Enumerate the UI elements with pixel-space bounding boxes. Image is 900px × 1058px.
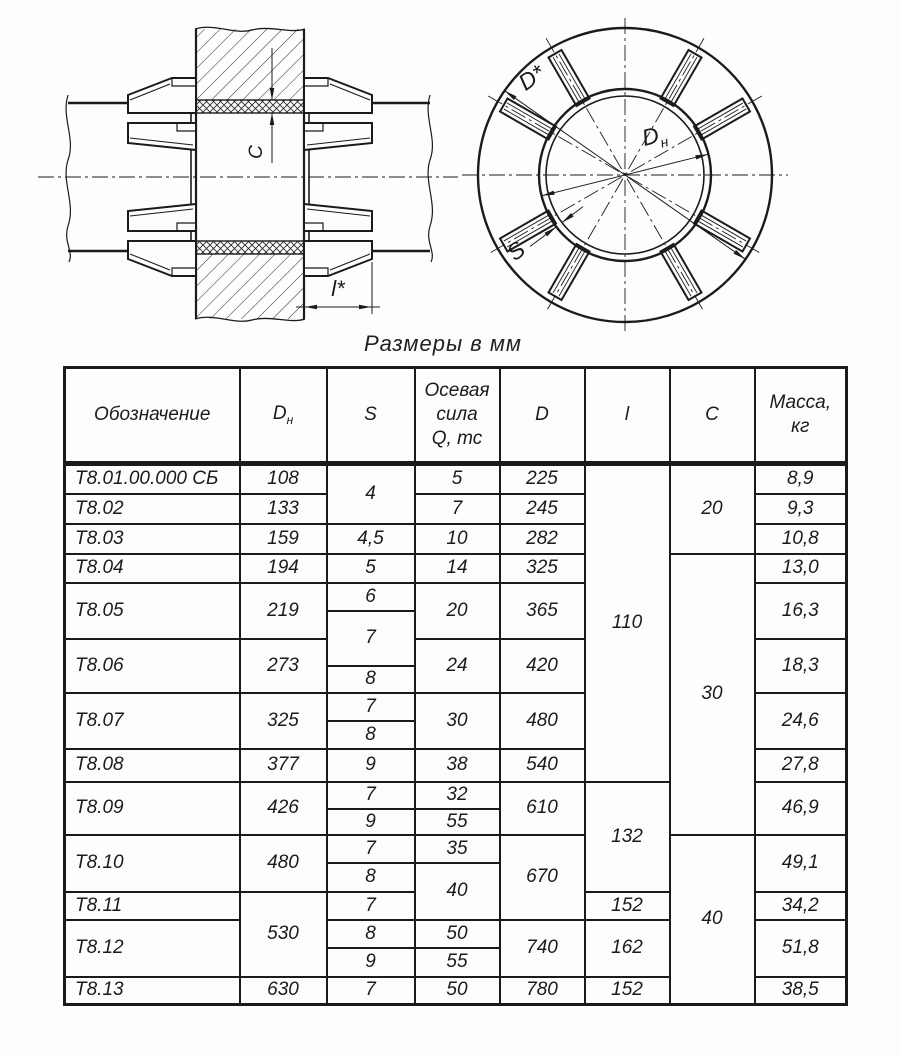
- table-cell: 7: [327, 693, 415, 721]
- wall-hatch-upper: [196, 29, 304, 100]
- table-cell: 49,1: [755, 835, 847, 892]
- table-cell: 4,5: [327, 524, 415, 554]
- left-view: [38, 27, 458, 321]
- table-cell: 9: [327, 809, 415, 835]
- table-cell: 610: [500, 782, 585, 835]
- table-cell: 5: [327, 554, 415, 583]
- table-cell: 377: [240, 749, 327, 782]
- table-cell: 108: [240, 464, 327, 494]
- table-cell: 50: [415, 920, 500, 948]
- rib-mid-lower-right: [304, 204, 372, 231]
- table-cell: 159: [240, 524, 327, 554]
- table-cell: 10: [415, 524, 500, 554]
- table-cell: 426: [240, 782, 327, 835]
- table-cell: 46,9: [755, 782, 847, 835]
- table-cell: 4: [327, 464, 415, 524]
- table-cell: 530: [240, 892, 327, 977]
- col-header-c: С: [670, 368, 755, 464]
- table-cell: 670: [500, 835, 585, 920]
- table-cell: 6: [327, 583, 415, 611]
- table-cell: 55: [415, 948, 500, 977]
- col-header-axial-force: Осевая сила Q, тс: [415, 368, 500, 464]
- table-cell: 162: [585, 920, 670, 977]
- dimensions-table: [63, 366, 848, 1006]
- table-cell: 740: [500, 920, 585, 977]
- table-cell: 630: [240, 977, 327, 1005]
- table-cell: 27,8: [755, 749, 847, 782]
- table-cell: 7: [327, 782, 415, 809]
- table-cell: 7: [327, 611, 415, 666]
- col-header-designation: Обозначение: [65, 368, 240, 464]
- table-cell: 50: [415, 977, 500, 1005]
- technical-drawing: [0, 0, 900, 340]
- table-cell: 9: [327, 948, 415, 977]
- table-cell: 18,3: [755, 639, 847, 693]
- table-cell: 194: [240, 554, 327, 583]
- label-s: S: [501, 235, 531, 266]
- table-cell: 10,8: [755, 524, 847, 554]
- rib-gusset-top-left: [128, 78, 196, 113]
- right-view: [462, 18, 788, 332]
- table-cell: 38,5: [755, 977, 847, 1005]
- table-cell: 30: [670, 554, 755, 835]
- table-cell: 152: [585, 977, 670, 1005]
- table-cell: Т8.03: [65, 524, 240, 554]
- table-cell: 13,0: [755, 554, 847, 583]
- table-cell: 30: [415, 693, 500, 749]
- table-cell: 24: [415, 639, 500, 693]
- table-cell: 245: [500, 494, 585, 524]
- col-header-d: D: [500, 368, 585, 464]
- table-cell: Т8.07: [65, 693, 240, 749]
- table-title: Размеры в мм: [363, 331, 523, 356]
- table-cell: 14: [415, 554, 500, 583]
- pipe-break-right: [428, 95, 432, 262]
- table-cell: 7: [327, 977, 415, 1005]
- table-cell: 7: [327, 892, 415, 920]
- table-cell: 325: [240, 693, 327, 749]
- table-cell: Т8.06: [65, 639, 240, 693]
- wall-hatch-lower: [196, 254, 304, 319]
- table-cell: 219: [240, 583, 327, 639]
- table-cell: 8: [327, 863, 415, 892]
- table-cell: 51,8: [755, 920, 847, 977]
- rib-mid-lower-left: [128, 204, 196, 231]
- table-cell: 420: [500, 639, 585, 693]
- table-cell: 16,3: [755, 583, 847, 639]
- table-cell: 32: [415, 782, 500, 809]
- table-cell: Т8.12: [65, 920, 240, 977]
- table-cell: 35: [415, 835, 500, 863]
- table-cell: 34,2: [755, 892, 847, 920]
- rib-mid-upper-right: [304, 123, 372, 150]
- table-cell: 9,3: [755, 494, 847, 524]
- table-cell: 5: [415, 464, 500, 494]
- rib-gusset-bottom-right: [304, 241, 372, 276]
- table-cell: 40: [415, 863, 500, 920]
- table-cell: Т8.11: [65, 892, 240, 920]
- table-cell: 20: [415, 583, 500, 639]
- spec-table-body: [65, 464, 847, 1005]
- table-cell: 540: [500, 749, 585, 782]
- table-cell: 780: [500, 977, 585, 1005]
- dimension-s: [502, 207, 583, 266]
- table-cell: 365: [500, 583, 585, 639]
- table-cell: 7: [327, 835, 415, 863]
- col-header-l: l: [585, 368, 670, 464]
- table-cell: 24,6: [755, 693, 847, 749]
- table-cell: 7: [415, 494, 500, 524]
- table-cell: 480: [240, 835, 327, 892]
- table-cell: 8,9: [755, 464, 847, 494]
- table-cell: 225: [500, 464, 585, 494]
- table-row: [65, 464, 847, 494]
- col-header-s: S: [327, 368, 415, 464]
- col-header-dn: $D_н$: [240, 368, 327, 464]
- table-cell: 38: [415, 749, 500, 782]
- label-d-star: D*: [513, 59, 550, 96]
- rib-mid-upper-left: [128, 123, 196, 150]
- col-header-mass: Масса, кг: [755, 368, 847, 464]
- table-cell: 8: [327, 666, 415, 693]
- table-cell: Т8.09: [65, 782, 240, 835]
- table-cell: 55: [415, 809, 500, 835]
- table-cell: 133: [240, 494, 327, 524]
- table-cell: Т8.08: [65, 749, 240, 782]
- rib-gusset-top-right: [304, 78, 372, 113]
- table-cell: 110: [585, 464, 670, 782]
- table-cell: Т8.13: [65, 977, 240, 1005]
- table-header: [65, 368, 847, 464]
- table-cell: Т8.04: [65, 554, 240, 583]
- table-row: [65, 554, 847, 583]
- table-cell: 152: [585, 892, 670, 920]
- seal-band-bottom: [196, 241, 304, 254]
- table-cell: 40: [670, 835, 755, 1005]
- table-cell: 9: [327, 749, 415, 782]
- table-cell: Т8.05: [65, 583, 240, 639]
- table-cell: 8: [327, 920, 415, 948]
- rib-gusset-bottom-left: [128, 241, 196, 276]
- table-cell: 480: [500, 693, 585, 749]
- table-cell: Т8.10: [65, 835, 240, 892]
- seal-band-top: [196, 100, 304, 113]
- table-cell: Т8.02: [65, 494, 240, 524]
- label-l-star: l*: [331, 276, 345, 301]
- table-cell: Т8.01.00.000 СБ: [65, 464, 240, 494]
- table-cell: 325: [500, 554, 585, 583]
- label-c: С: [246, 145, 267, 159]
- table-cell: 8: [327, 721, 415, 749]
- table-row: [65, 835, 847, 863]
- table-cell: 20: [670, 464, 755, 554]
- table-cell: 273: [240, 639, 327, 693]
- table-cell: 282: [500, 524, 585, 554]
- table-cell: 132: [585, 782, 670, 892]
- label-d-n: $D_н$: [639, 121, 670, 151]
- pipe-break-left: [66, 95, 70, 262]
